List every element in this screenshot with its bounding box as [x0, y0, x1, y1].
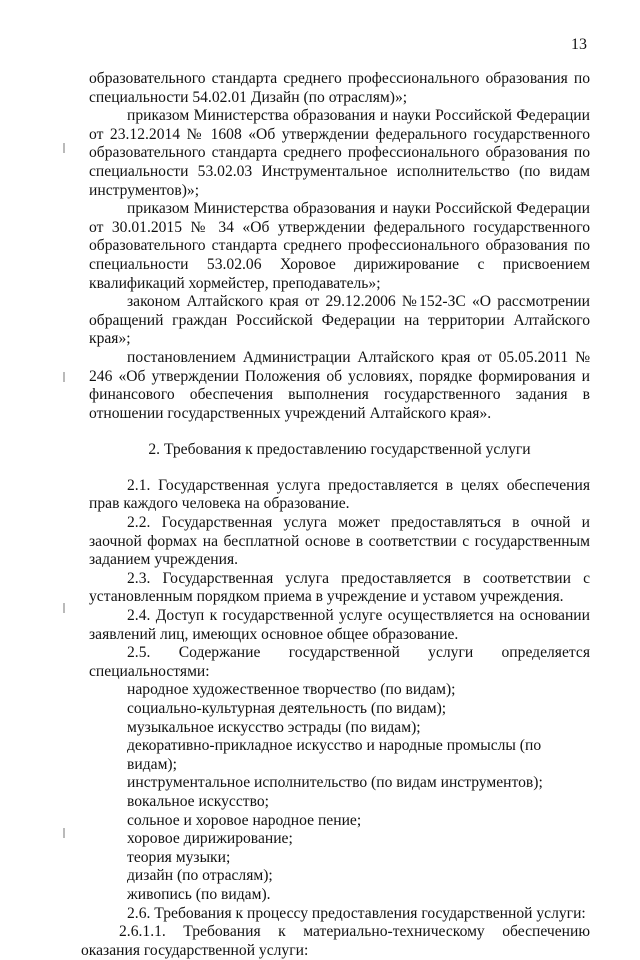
- specialty-item: вокальное искусство;: [127, 792, 269, 810]
- paragraph: 2.2. Государственная услуга может предоставляться в очной и заочной формах на бесплатной основе в соответствии с государственным заданием учреждения.: [89, 514, 590, 569]
- paragraph: 2.6.1.1. Требования к материально-техническому обеспечению оказания государственной услуги:: [81, 923, 590, 959]
- scan-edge-mark: [63, 603, 65, 613]
- paragraph: 2.1. Государственная услуга предоставляется в целях обеспечения прав каждого человека на образование.: [89, 476, 590, 513]
- paragraph: 2.5. Содержание государственной услуги определяется специальностями:: [89, 644, 590, 680]
- paragraph: 2.4. Доступ к государственной услуге осуществляется на основании заявлений лиц, имеющих основное общее образование.: [89, 607, 590, 643]
- specialty-item: теория музыки;: [127, 848, 231, 866]
- specialty-item: живопись (по видам).: [127, 885, 271, 903]
- paragraph: приказом Министерства образования и науки Российской Федерации от 30.01.2015 № 34 «Об утверждении федерального государственного образовательного стандарта среднего профессионального образования по специальности 53.02.06 Хоровое дирижирование с присвоением квалификаций хормейстер, преподаватель»;: [89, 200, 590, 292]
- paragraph: образовательного стандарта среднего профессионального образования по специальности 54.02.01 Дизайн (по отраслям)»;: [89, 70, 590, 106]
- specialty-item: музыкальное искусство эстрады (по видам);: [127, 718, 421, 736]
- paragraph: 2.6. Требования к процессу предоставления государственной услуги:: [127, 904, 586, 922]
- specialty-item: социально-культурная деятельность (по видам);: [127, 700, 447, 717]
- specialty-item: народное художественное творчество (по видам);: [127, 681, 456, 699]
- paragraph: законом Алтайского края от 29.12.2006 №152-ЗС «О рассмотрении обращений граждан Российской Федерации на территории Алтайского края»;: [89, 293, 590, 348]
- specialty-item: хоровое дирижирование;: [127, 830, 293, 848]
- section-heading: 2. Требования к предоставлению государственной услуги: [148, 441, 531, 459]
- paragraph: 2.3. Государственная услуга предоставляется в соответствии с установленным порядком приема в учреждение и уставом учреждения.: [89, 569, 590, 606]
- specialty-item: декоративно-прикладное искусство и народные промыслы (по видам);: [127, 737, 542, 773]
- paragraph: приказом Министерства образования и науки Российской Федерации от 23.12.2014 № 1608 «Об утверждении федерального государственного образовательного стандарта среднего профессионального образования по специальности 53.02.03 Инструментальное исполнительство (по видам инструментов)»;: [89, 107, 590, 199]
- scan-edge-mark: [63, 372, 65, 382]
- document-body: [81, 70, 590, 960]
- specialty-item: дизайн (по отраслям);: [127, 867, 273, 885]
- paragraph: постановлением Администрации Алтайского края от 05.05.2011 № 246 «Об утверждении Положения об условиях, порядке формирования и финансового обеспечения выполнения государственного задания в отношении государственных учреждений Алтайского края».: [89, 348, 590, 422]
- specialty-item: сольное и хоровое народное пение;: [127, 811, 362, 829]
- scan-edge-mark: [63, 143, 65, 153]
- scan-edge-mark: [63, 828, 65, 838]
- specialty-item: инструментальное исполнительство (по видам инструментов);: [127, 774, 543, 792]
- page-number: 13: [571, 36, 587, 53]
